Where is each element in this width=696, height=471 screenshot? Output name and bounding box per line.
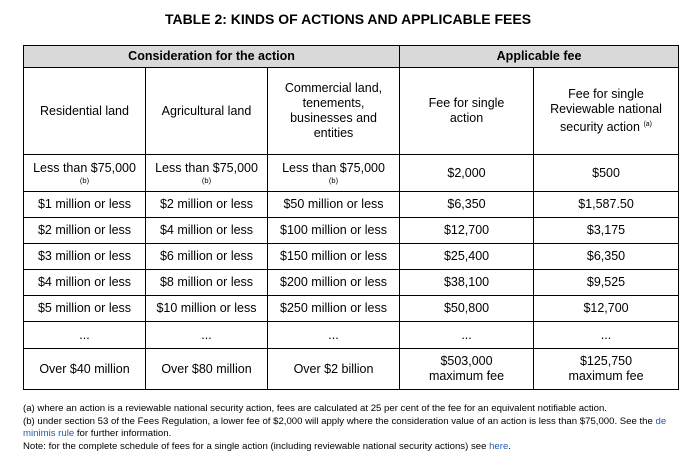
cell-rnsa-fee: $6,350 xyxy=(534,244,679,270)
cell-rnsa-fee: ... xyxy=(534,322,679,349)
cell-rnsa-fee: $3,175 xyxy=(534,218,679,244)
cell-commercial: $250 million or less xyxy=(268,296,400,322)
fee-schedule-link[interactable]: here xyxy=(489,440,509,452)
cell-residential: ... xyxy=(24,322,146,349)
cell-residential-note: (b) xyxy=(79,176,90,185)
col-agricultural: Agricultural land xyxy=(146,68,268,155)
cell-commercial: ... xyxy=(268,322,400,349)
cell-fee: $38,100 xyxy=(400,270,534,296)
cell-residential: $2 million or less xyxy=(24,218,146,244)
col-fee-rnsa-ref: (a) xyxy=(643,120,652,128)
de-minimis-link[interactable]: de minimis rule xyxy=(23,415,667,439)
cell-rnsa-fee: $12,700 xyxy=(534,296,679,322)
footnote-b-text: (b) under section 53 of the Fees Regulation, a lower fee of $2,000 will apply where the consideration value of an action is less than $75,000. See the xyxy=(23,415,653,427)
col-commercial: Commercial land, tenements, businesses and entities xyxy=(268,68,400,155)
table-row xyxy=(24,270,679,296)
cell-agricultural-value: Less than $75,000 xyxy=(155,161,258,175)
cell-residential xyxy=(24,155,146,192)
cell-fee: ... xyxy=(400,322,534,349)
cell-fee: $50,800 xyxy=(400,296,534,322)
cell-commercial: $200 million or less xyxy=(268,270,400,296)
col-residential: Residential land xyxy=(24,68,146,155)
table-row-ellipsis xyxy=(24,322,679,349)
cell-agricultural xyxy=(146,155,268,192)
col-fee-rnsa-label: Fee for single Reviewable national security action xyxy=(550,86,662,135)
cell-residential-value: Less than $75,000 xyxy=(33,161,136,175)
footnotes xyxy=(23,403,683,453)
cell-agricultural: Over $80 million xyxy=(146,349,268,390)
cell-residential: $1 million or less xyxy=(24,192,146,218)
cell-fee: $12,700 xyxy=(400,218,534,244)
col-fee-rnsa xyxy=(534,68,679,155)
cell-rnsa-fee: $1,587.50 xyxy=(534,192,679,218)
cell-fee: $503,000 maximum fee xyxy=(400,349,534,390)
footnote-b-tail: for further information. xyxy=(76,428,172,439)
consideration-header: Consideration for the action xyxy=(24,46,400,68)
col-fee-single: Fee for single action xyxy=(400,68,534,155)
cell-agricultural: $10 million or less xyxy=(146,296,268,322)
cell-agricultural: ... xyxy=(146,322,268,349)
cell-fee: $2,000 xyxy=(400,155,534,192)
cell-rnsa-fee: $125,750 maximum fee xyxy=(534,349,679,390)
table-row xyxy=(24,244,679,270)
cell-residential: $4 million or less xyxy=(24,270,146,296)
table-row xyxy=(24,192,679,218)
cell-agricultural: $2 million or less xyxy=(146,192,268,218)
cell-fee: $25,400 xyxy=(400,244,534,270)
table-row xyxy=(24,349,679,390)
cell-residential: $5 million or less xyxy=(24,296,146,322)
table-row xyxy=(24,155,679,192)
footnote-note-tail: . xyxy=(508,440,511,452)
column-header-row xyxy=(24,68,679,155)
cell-agricultural: $8 million or less xyxy=(146,270,268,296)
cell-agricultural: $6 million or less xyxy=(146,244,268,270)
table-title: TABLE 2: KINDS OF ACTIONS AND APPLICABLE FEES xyxy=(164,11,532,27)
table-row xyxy=(24,218,679,244)
footnote-b xyxy=(23,416,683,441)
cell-commercial-value: Less than $75,000 xyxy=(282,161,385,175)
cell-commercial: $150 million or less xyxy=(268,244,400,270)
cell-fee: $6,350 xyxy=(400,192,534,218)
cell-commercial: Over $2 billion xyxy=(268,349,400,390)
group-header-row xyxy=(24,46,679,68)
cell-commercial-note: (b) xyxy=(328,176,339,185)
cell-commercial xyxy=(268,155,400,192)
applicable-fee-header: Applicable fee xyxy=(400,46,679,68)
cell-residential: $3 million or less xyxy=(24,244,146,270)
fees-table xyxy=(23,45,679,390)
footnote-note-text: Note: for the complete schedule of fees for a single action (including reviewable national security actions) see xyxy=(23,440,487,452)
footnote-a: (a) where an action is a reviewable national security action, fees are calculated at 25 per cent of the fee for an equivalent notifiable action. xyxy=(23,403,607,414)
cell-agricultural-note: (b) xyxy=(201,176,212,185)
footnote-note xyxy=(23,441,683,454)
cell-commercial: $100 million or less xyxy=(268,218,400,244)
cell-rnsa-fee: $9,525 xyxy=(534,270,679,296)
cell-agricultural: $4 million or less xyxy=(146,218,268,244)
cell-rnsa-fee: $500 xyxy=(534,155,679,192)
cell-commercial: $50 million or less xyxy=(268,192,400,218)
table-row xyxy=(24,296,679,322)
cell-residential: Over $40 million xyxy=(24,349,146,390)
